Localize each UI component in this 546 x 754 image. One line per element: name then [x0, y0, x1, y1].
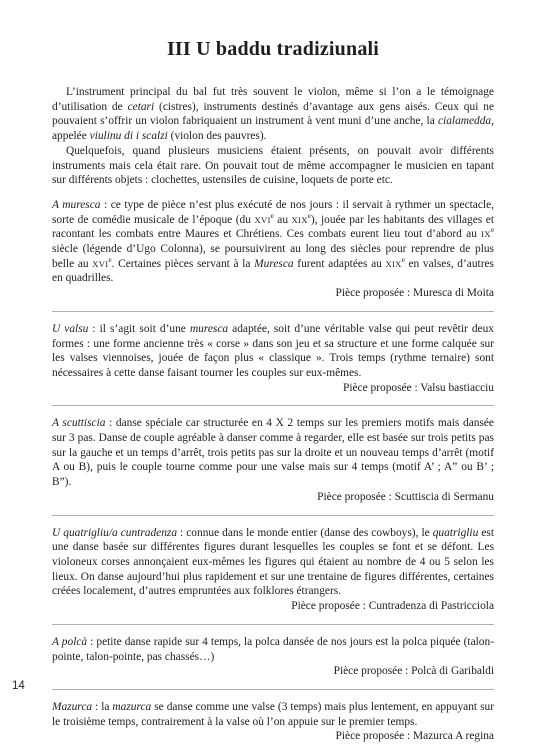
- divider: [52, 405, 494, 406]
- text-run: siècle (légende d’Ugo Colonna), se poursuivirent au long des siècles pour reprendre de plus belle au: [52, 243, 494, 270]
- entry-muresca: [52, 198, 494, 301]
- text-run: : il s’agit soit d’une: [88, 322, 190, 335]
- century: XVI: [254, 214, 271, 225]
- intro-paragraph-2: Quelquefois, quand plusieurs musiciens étaient présents, on pouvait avoir différents instruments mais cela était rare. On pouvait tout de même accompagner le musicien en tapant sur différents objets : clochettes, ustensiles de cuisine, loquets de porte etc.: [52, 144, 494, 187]
- divider: [52, 515, 494, 516]
- entry-mazurca: [52, 700, 494, 744]
- century: XIX: [291, 214, 308, 225]
- proposed-piece: Pièce proposée : Mazurca A regina: [335, 730, 494, 743]
- dance-name: U valsu: [52, 322, 89, 335]
- intro-paragraph-1: [52, 85, 494, 144]
- term-viulinu: viulinu di i scalzi: [89, 130, 168, 143]
- text-run: est une danse basée sur différentes figures durant lesquelles les couples se font et se défont. Les violoneux corses annonçaient eux-mêmes les figures qui étaient au nombre de 4 ou 5 selon les lieux. On danse aujourd’hui plus rapidement et sur une trentaine de figures différentes, certaines créées localement, d’autres empruntées aux folklores étrangers.: [52, 526, 494, 598]
- page-title: III U baddu tradiziunali: [166, 38, 380, 60]
- text-run: (cistres), instruments destinés d’avantage aux gens aisés. Ceux qui ne pouvaient s’offrir un violon fabriquaient un instrument à vent muni d’une anche, la: [52, 100, 494, 128]
- divider: [52, 624, 494, 625]
- text-run: en valses, d’autres en quadrilles.: [52, 257, 494, 285]
- proposed-piece: Pièce proposée : Valsu bastiacciu: [343, 381, 494, 394]
- entry-polca: [52, 635, 494, 679]
- dance-name: Mazurca: [52, 700, 93, 713]
- text-run: . Certaines pièces servant à la: [111, 257, 255, 270]
- entry-text: [52, 635, 494, 664]
- ordinal: e: [270, 211, 274, 220]
- entry-scuttiscia: [52, 416, 494, 504]
- entry-quatrigliu: [52, 526, 494, 614]
- dance-name: A polcà: [52, 635, 88, 648]
- entry-text: [52, 198, 494, 286]
- dance-name: A scuttiscia: [52, 417, 106, 430]
- entry-text: [52, 322, 494, 381]
- entry-text: [52, 526, 494, 600]
- divider: [52, 311, 494, 312]
- entry-text: [52, 416, 494, 490]
- page-content: [52, 38, 494, 754]
- ordinal: e: [490, 226, 494, 235]
- text-run: : petite danse rapide sur 4 temps, la polca dansée de nos jours est la polca piquée (talon-pointe, talon-pointe, pas chassés…): [52, 635, 494, 663]
- term: mazurca: [112, 700, 152, 713]
- text-run: : connue dans le monde entier (danse des cowboys), le: [177, 526, 433, 539]
- text-run: ), jouée par les habitants des villages et racontant les combats entre Maures et Chrétiens. Ces combats eurent lieu tout d’abord au: [52, 213, 494, 241]
- text-run: , appelée: [52, 115, 494, 143]
- dance-name: Muresca: [254, 257, 294, 270]
- century: IX: [481, 229, 491, 240]
- ordinal: e: [401, 255, 405, 264]
- century: XVI: [92, 258, 109, 269]
- proposed-piece: Pièce proposée : Cuntradenza di Pastricciola: [291, 600, 494, 613]
- proposed-piece: Pièce proposée : Scuttiscia di Sermanu: [317, 490, 494, 503]
- ordinal: e: [307, 211, 311, 220]
- dance-name: A muresca: [52, 198, 101, 211]
- text-run: se danse comme une valse (3 temps) mais plus lentement, en appuyant sur le troisième temps, contrairement à la valse où l’on appuie sur le premier temps.: [52, 700, 494, 728]
- text-run: : danse spéciale car structurée en 4 X 2 temps sur les premiers motifs mais dansée sur 3 pas. Danse de couple agréable à danser comme à regarder, elle est basée sur trois petits pas sur la gauche et un temps d’arrêt, trois petits pas sur la droite et un nouveau temps d’arrêt (motif A ou B), puis le couple tourne comme pour une valse mais sur 4 temps (motif A’ ; A” ou B’ ; B”).: [52, 417, 494, 489]
- dance-name: U quatrigliu/a cuntradenza: [52, 526, 178, 539]
- proposed-piece: Pièce proposée : Muresca di Moita: [335, 287, 494, 300]
- text-run: : la: [92, 700, 113, 713]
- text-run: : ce type de pièce n’est plus exécuté de nos jours : il servait à rythmer un spectacle, sorte de comédie musicale de l’époque (du: [52, 198, 494, 226]
- term-cetari: cetari: [127, 100, 155, 113]
- divider: [52, 689, 494, 690]
- term-cialamedda: cialamedda: [437, 115, 492, 128]
- text-run: adaptée, soit d’une véritable valse qui peut revêtir deux formes : une forme ancienne très « corse » dans son jeu et sa structure et une forme calquée sur les valses viennoises, jouée de façon plus « classique ». Trois temps (rythme ternaire) sont nécessaires à cette danse faisant tourner les couples sur eux-mêmes.: [52, 322, 494, 379]
- text-run: au: [273, 213, 292, 226]
- text-run: (violon des pauvres).: [167, 130, 267, 143]
- century: XIX: [385, 258, 402, 269]
- term: quatrigliu: [432, 526, 479, 539]
- term: muresca: [189, 322, 229, 335]
- entry-text: [52, 700, 494, 729]
- entry-valsu: [52, 322, 494, 396]
- page-number: 14: [12, 680, 25, 692]
- text-run: L’instrument principal du bal fut très souvent le violon, même si l’on a le témoignage d’utilisation de: [52, 86, 494, 113]
- ordinal: e: [108, 255, 112, 264]
- text-run: furent adaptées au: [293, 257, 386, 270]
- proposed-piece: Pièce proposée : Polcà di Garibaldi: [333, 665, 494, 678]
